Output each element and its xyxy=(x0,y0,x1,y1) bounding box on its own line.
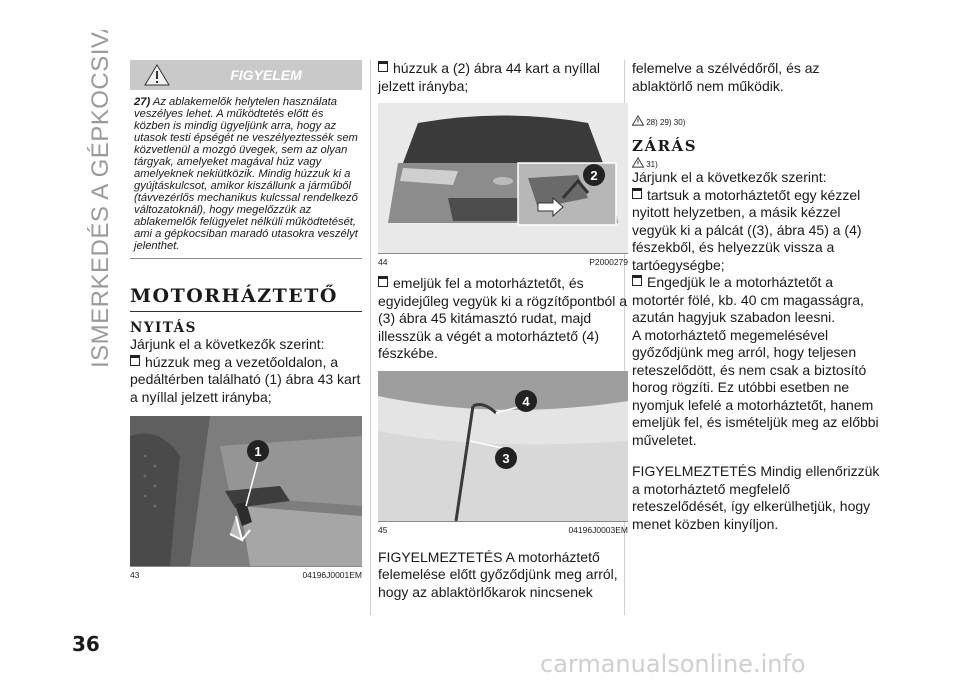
figure-43 xyxy=(130,416,362,567)
warning-references-2 xyxy=(632,157,880,169)
figure-44 xyxy=(378,103,628,254)
chapter-side-title-text: ISMERKEDÉS A GÉPKOCSIVAL xyxy=(87,30,114,368)
chapter-side-title xyxy=(80,30,120,370)
warning-text: Az ablakemelők helytelen használata veszélyes lehet. A működtetés előtt és közben is mindig ügyeljünk arra, hogy az utasok testi épségét ne veszélyeztessék sem közvetlenül a mozgó üvegek, sem az olyan tárgyak, amelyeket magával húz vagy amelyeknek nekiütközik. Mindig húzzuk ki a gyújtáskulcsot, amikor kiszállunk a járműből (távvezérlős mechanikus kulcssal rendelkező változatoknál), hogy megelőzzük az ablakemelők felügyelet nélküli működtetését, ami a gépkocsiban maradó utasokra veszélyt jelenthet. xyxy=(134,96,358,252)
callout-3: 3 xyxy=(502,450,510,466)
figure-code: 04196J0003EM xyxy=(568,524,628,535)
figure-code: P2000279 xyxy=(589,257,628,267)
warning-references xyxy=(632,115,880,127)
warning-paragraph: FIGYELMEZTETÉS Mindig ellenőrizzük a motorháztető megfelelő reteszelődését, így elkerülhetjük, hogy menet közben kinyíljon. xyxy=(632,463,880,532)
intro-text: Járjunk el a következők szerint: xyxy=(130,336,325,352)
figure-45 xyxy=(378,371,628,522)
section-heading-nyitas: NYITÁS xyxy=(130,320,197,336)
warning-reference-numbers: 31) xyxy=(646,160,658,169)
figure-43-caption xyxy=(130,570,362,580)
section-heading-motorhaztet: MOTORHÁZTETŐ xyxy=(130,285,362,312)
figure-44-image xyxy=(378,103,628,253)
figure-number: 44 xyxy=(378,257,388,267)
figure-44-caption xyxy=(378,257,628,267)
figure-number: 45 xyxy=(378,524,388,535)
section-heading-zaras: ZÁRÁS xyxy=(632,137,698,155)
warning-paragraph: FIGYELMEZTETÉS A motorháztető felemelése előtt győződjünk meg arról, hogy az ablaktörlőkarok nincsenek xyxy=(378,548,618,600)
page-number: 36 xyxy=(72,632,100,656)
figure-45-image xyxy=(378,371,628,521)
warning-box-title: FIGYELEM xyxy=(230,67,302,83)
figure-number: 43 xyxy=(130,570,140,580)
bullet-pull-lever: húzzuk meg a vezetőoldalon, a pedáltérben található (1) ábra 43 kart a nyíllal jelzett irányba; xyxy=(130,353,361,405)
column-1 xyxy=(130,60,362,580)
watermark: carmanualsonline.info xyxy=(540,650,806,678)
warning-triangle-icon xyxy=(632,115,644,126)
column-3 xyxy=(632,60,880,533)
bullet-lift-hood: emeljük fel a motorháztetőt, és egyidejűleg vegyük ki a rögzítőpontból a (3) ábra 45 kitámasztó rudat, majd illesszük a végét a motorháztető (4) fészkébe. xyxy=(378,275,628,361)
bullet-pull-second-lever: húzzuk a (2) ábra 44 kart a nyíllal jelzett irányba; xyxy=(378,60,628,95)
figure-45-caption xyxy=(378,525,628,535)
warning-box-header xyxy=(130,60,362,90)
warning-box-body xyxy=(130,90,362,259)
column-divider xyxy=(370,60,371,615)
figure-43-image xyxy=(130,416,362,566)
bullet-lower-hood: Engedjük le a motorháztetőt a motortér fölé, kb. 40 cm magasságra, azután hagyjuk szabadon leesni. xyxy=(632,274,880,327)
warning-note-number: 27) xyxy=(134,96,151,108)
callout-4: 4 xyxy=(522,393,530,409)
intro-text: Járjunk el a következők szerint: xyxy=(632,169,827,185)
callout-1: 1 xyxy=(254,444,262,459)
bullet-hold-hood: tartsuk a motorháztetőt egy kézzel nyitott helyzetben, a másik kézzel vegyük ki a pálcát ((3), ábra 45) a (4) fészekből, és helyezzük vissza a tartóegységbe; xyxy=(632,187,880,275)
warning-reference-numbers: 28) 29) 30) xyxy=(646,118,686,127)
warning-triangle-icon xyxy=(632,157,644,168)
column-2 xyxy=(378,60,628,601)
closing-paragraph: A motorháztető megemelésével győződjünk meg arról, hogy teljesen reteszelődött, és nem csak a biztosító horog rögzíti. Ez utóbbi esetben ne nyomjuk lefelé a motorháztetőt, hanem emeljük fel, és ismételjük meg az előbbi műveletet. xyxy=(632,326,879,448)
callout-2: 2 xyxy=(590,168,598,183)
continuation-text: felemelve a szélvédőről, és az ablaktörlő nem működik. xyxy=(632,60,820,94)
figure-code: 04196J0001EM xyxy=(302,570,362,580)
